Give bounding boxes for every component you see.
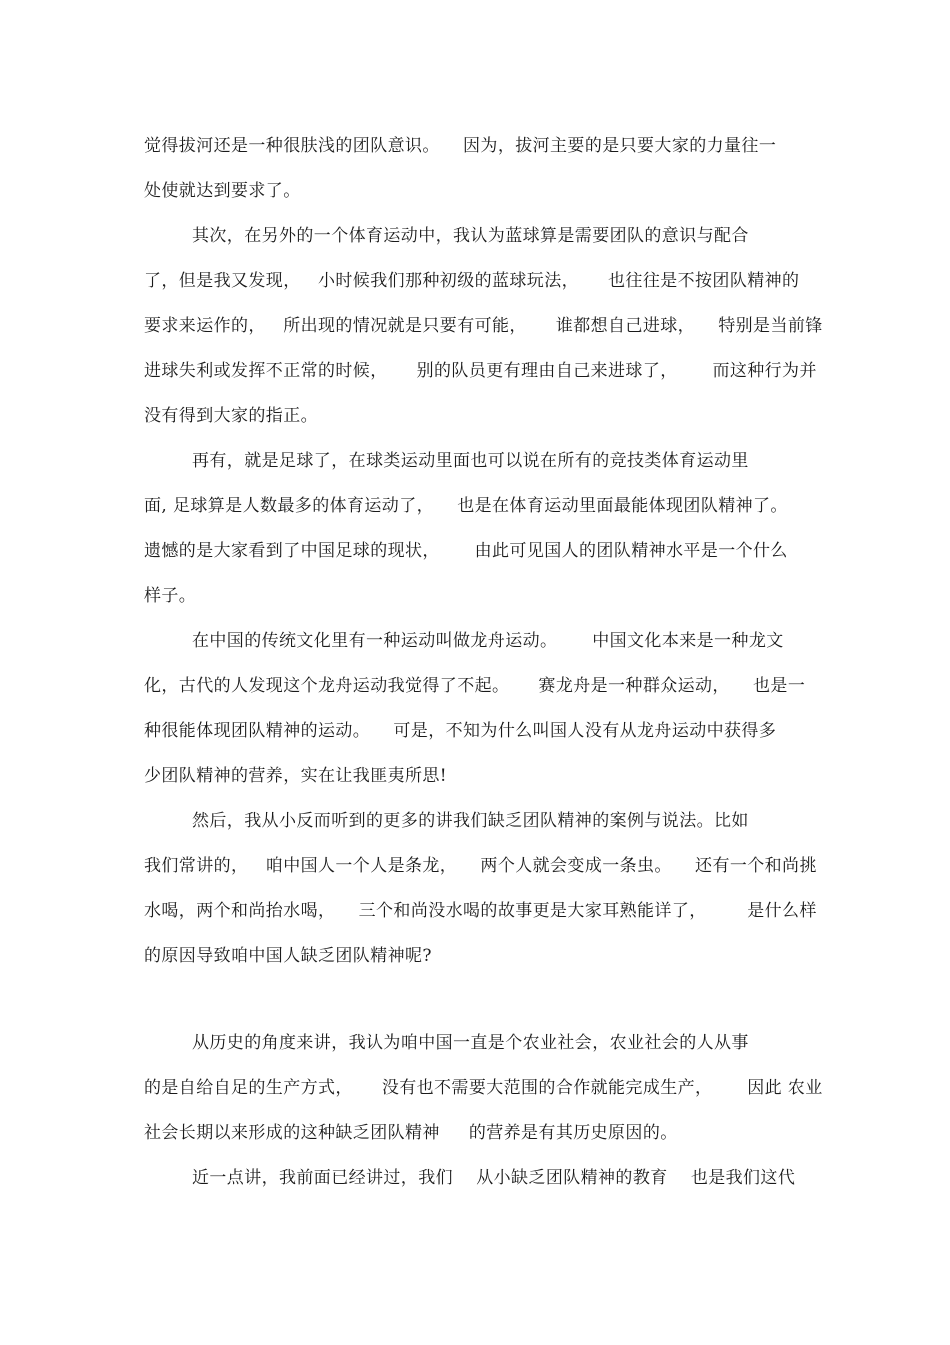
text-line: 化，古代的人发现这个龙舟运动我觉得了不起。 赛龙舟是一种群众运动， 也是一 xyxy=(144,676,806,696)
text-line: 样子。 xyxy=(144,586,197,606)
text-line: 遗憾的是大家看到了中国足球的现状， 由此可见国人的团队精神水平是一个什么 xyxy=(144,541,788,561)
paragraph-first-line: 然后，我从小反而听到的更多的讲我们缺乏团队精神的案例与说法。比如 xyxy=(192,811,749,831)
text-line: 面, 足球算是人数最多的体育运动了， 也是在体育运动里面最能体现团队精神了。 xyxy=(144,496,788,516)
text-line: 的是自给自足的生产方式， 没有也不需要大范围的合作就能完成生产， 因此 农业 xyxy=(144,1078,823,1098)
text-line: 没有得到大家的指正。 xyxy=(144,406,318,426)
text-line: 处使就达到要求了。 xyxy=(144,181,301,201)
text-line: 水喝，两个和尚抬水喝， 三个和尚没水喝的故事更是大家耳熟能详了， 是什么样 xyxy=(144,901,817,921)
text-line: 进球失利或发挥不正常的时候， 别的队员更有理由自己来进球了， 而这种行为并 xyxy=(144,361,817,381)
paragraph-first-line: 再有，就是足球了，在球类运动里面也可以说在所有的竞技类体育运动里 xyxy=(192,451,749,471)
text-line: 种很能体现团队精神的运动。 可是，不知为什么叫国人没有从龙舟运动中获得多 xyxy=(144,721,777,741)
paragraph-first-line: 近一点讲，我前面已经讲过，我们 从小缺乏团队精神的教育 也是我们这代 xyxy=(192,1168,796,1188)
text-line: 我们常讲的， 咱中国人一个人是条龙， 两个人就会变成一条虫。 还有一个和尚挑 xyxy=(144,856,817,876)
paragraph-first-line: 其次，在另外的一个体育运动中，我认为蓝球算是需要团队的意识与配合 xyxy=(192,226,749,246)
text-line: 社会长期以来形成的这种缺乏团队精神 的营养是有其历史原因的。 xyxy=(144,1123,678,1143)
paragraph-first-line: 在中国的传统文化里有一种运动叫做龙舟运动。 中国文化本来是一种龙文 xyxy=(192,631,784,651)
text-line: 要求来运作的， 所出现的情况就是只要有可能， 谁都想自己进球， 特别是当前锋 xyxy=(144,316,823,336)
text-line: 的原因导致咱中国人缺乏团队精神呢? xyxy=(144,946,432,966)
text-line: 了，但是我又发现， 小时候我们那种初级的蓝球玩法， 也往往是不按团队精神的 xyxy=(144,271,800,291)
text-line: 觉得拔河还是一种很肤浅的团队意识。 因为，拔河主要的是只要大家的力量往一 xyxy=(144,136,777,156)
text-line: 少团队精神的营养，实在让我匪夷所思! xyxy=(144,766,448,786)
paragraph-first-line: 从历史的角度来讲，我认为咱中国一直是个农业社会，农业社会的人从事 xyxy=(192,1033,749,1053)
